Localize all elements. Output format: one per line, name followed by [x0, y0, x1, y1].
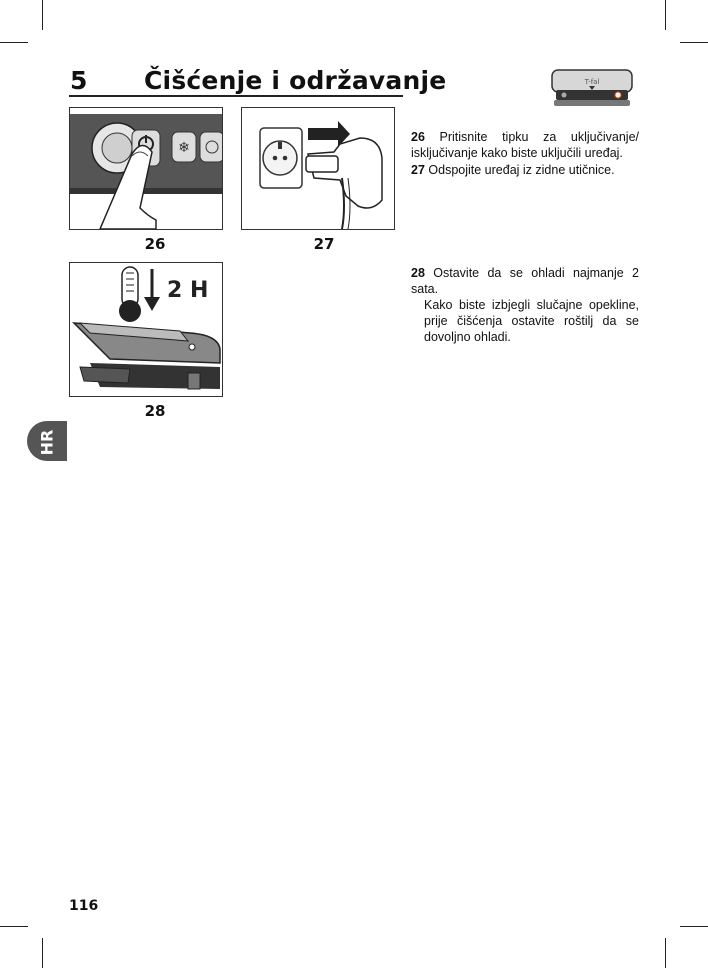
crop-mark	[680, 926, 708, 927]
crop-mark	[665, 0, 666, 30]
page-number: 116	[69, 898, 99, 914]
crop-mark	[665, 938, 666, 968]
language-tab	[27, 421, 67, 461]
crop-mark	[0, 42, 28, 43]
step-text-continued: Kako biste izbjegli slučajne opekline, prije čišćenja ostavite roštilj da se dovoljno ohladi.	[424, 298, 639, 344]
figure-28	[69, 262, 223, 397]
step-28	[411, 265, 639, 345]
unplug-cable-illustration	[242, 108, 394, 229]
crop-mark	[42, 938, 43, 968]
step-text: Pritisnite tipku za uključivanje/ isključivanje kako biste uključili uređaj.	[411, 130, 639, 160]
brand-logo: T-fal	[584, 78, 600, 86]
svg-text:❄: ❄	[178, 140, 190, 156]
step-text: Ostavite da se ohladi najmanje 2 sata.	[411, 266, 639, 296]
figure-27	[241, 107, 395, 230]
section-title: Čišćenje i održavanje	[144, 66, 447, 95]
section-number: 5	[70, 66, 88, 95]
figure-caption-27: 27	[313, 235, 335, 253]
power-button-press-illustration	[70, 108, 222, 229]
figure-caption-26: 26	[144, 235, 166, 253]
crop-mark	[680, 42, 708, 43]
grill-thumbnail-illustration	[548, 62, 636, 108]
title-underline	[69, 95, 403, 97]
figure-26	[69, 107, 223, 230]
crop-mark	[0, 926, 28, 927]
step-text: Odspojite uređaj iz zidne utičnice.	[428, 163, 615, 177]
duration-label: 2 H	[167, 278, 209, 303]
step-number: 28	[411, 266, 425, 280]
figure-caption-28: 28	[144, 402, 166, 420]
language-tab-label: HR	[37, 429, 57, 456]
step-number: 27	[411, 163, 425, 177]
crop-mark	[42, 0, 43, 30]
step-26	[411, 129, 639, 161]
step-27	[411, 162, 639, 178]
step-number: 26	[411, 130, 425, 144]
cooling-grill-illustration	[70, 263, 222, 396]
